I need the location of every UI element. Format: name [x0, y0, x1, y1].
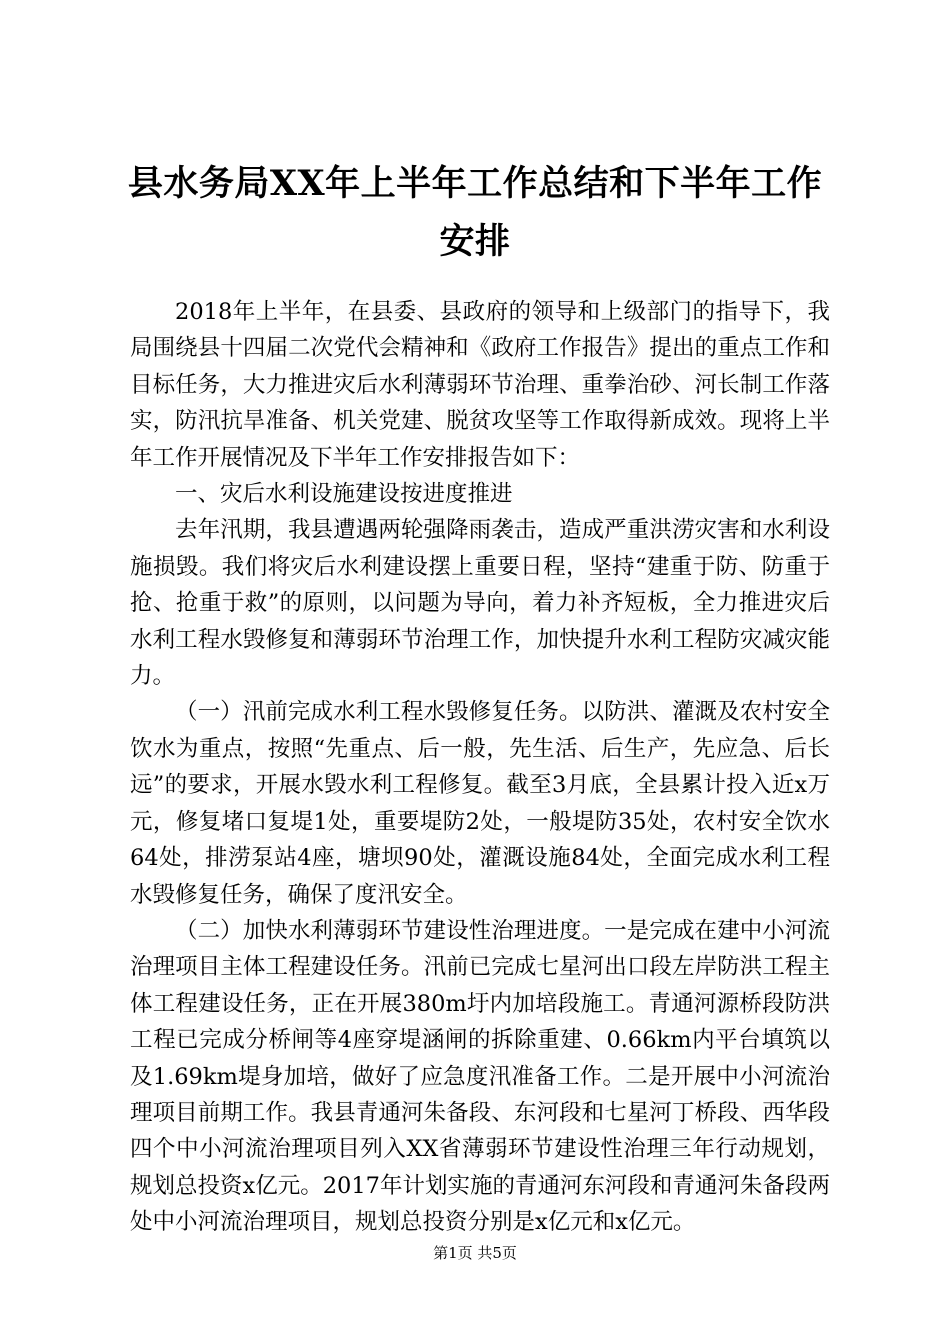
section-heading-1: 一、灾后水利设施建设按进度推进 [175, 481, 513, 508]
document-body [130, 294, 830, 1241]
section-1-paragraph: 去年汛期，我县遭遇两轮强降雨袭击，造成严重洪涝灾害和水利设施损毁。我们将灾后水利建设摆上重要日程，坚持“建重于防、防重于抢、抢重于救”的原则，以问题为导向，着力补齐短板，全力推进灾后水利工程水毁修复和薄弱环节治理工作，加快提升水利工程防灾减灾能力。 [130, 517, 830, 690]
intro-paragraph: 2018年上半年，在县委、县政府的领导和上级部门的指导下，我局围绕县十四届二次党代会精神和《政府工作报告》提出的重点工作和目标任务，大力推进灾后水利薄弱环节治理、重拳治砂、河长制工作落实，防汛抗旱准备、机关党建、脱贫攻坚等工作取得新成效。现将上半年工作开展情况及下半年工作安排报告如下： [130, 299, 830, 471]
subsection-2-paragraph: （二）加快水利薄弱环节建设性治理进度。一是完成在建中小河流治理项目主体工程建设任务。汛前已完成七星河出口段左岸防洪工程主体工程建设任务，正在开展380m圩内加培段施工。青通河源桥段防洪工程已完成分桥闸等4座穿堤涵闸的拆除重建、0.66km内平台填筑以及1.69km堤身加培，做好了应急度汛准备工作。二是开展中小河流治理项目前期工作。我县青通河朱备段、东河段和七星河丁桥段、西华段四个中小河流治理项目列入XX省薄弱环节建设性治理三年行动规划，规划总投资x亿元。2017年计划实施的青通河东河段和青通河朱备段两处中小河流治理项目，规划总投资分别是x亿元和x亿元。 [130, 917, 830, 1236]
subsection-1-paragraph: （一）汛前完成水利工程水毁修复任务。以防洪、灌溉及农村安全饮水为重点，按照“先重点、后一般，先生活、后生产，先应急、后长远”的要求，开展水毁水利工程修复。截至3月底，全县累计投入近x万元，修复堵口复堤1处，重要堤防2处，一般堤防35处，农村安全饮水64处，排涝泵站4座，塘坝90处，灌溉设施84处，全面完成水利工程水毁修复任务，确保了度汛安全。 [130, 699, 830, 908]
document-title: 县水务局XX年上半年工作总结和下半年工作安排 [127, 163, 823, 262]
page-footer: 第1页 共5页 [433, 1244, 517, 1262]
